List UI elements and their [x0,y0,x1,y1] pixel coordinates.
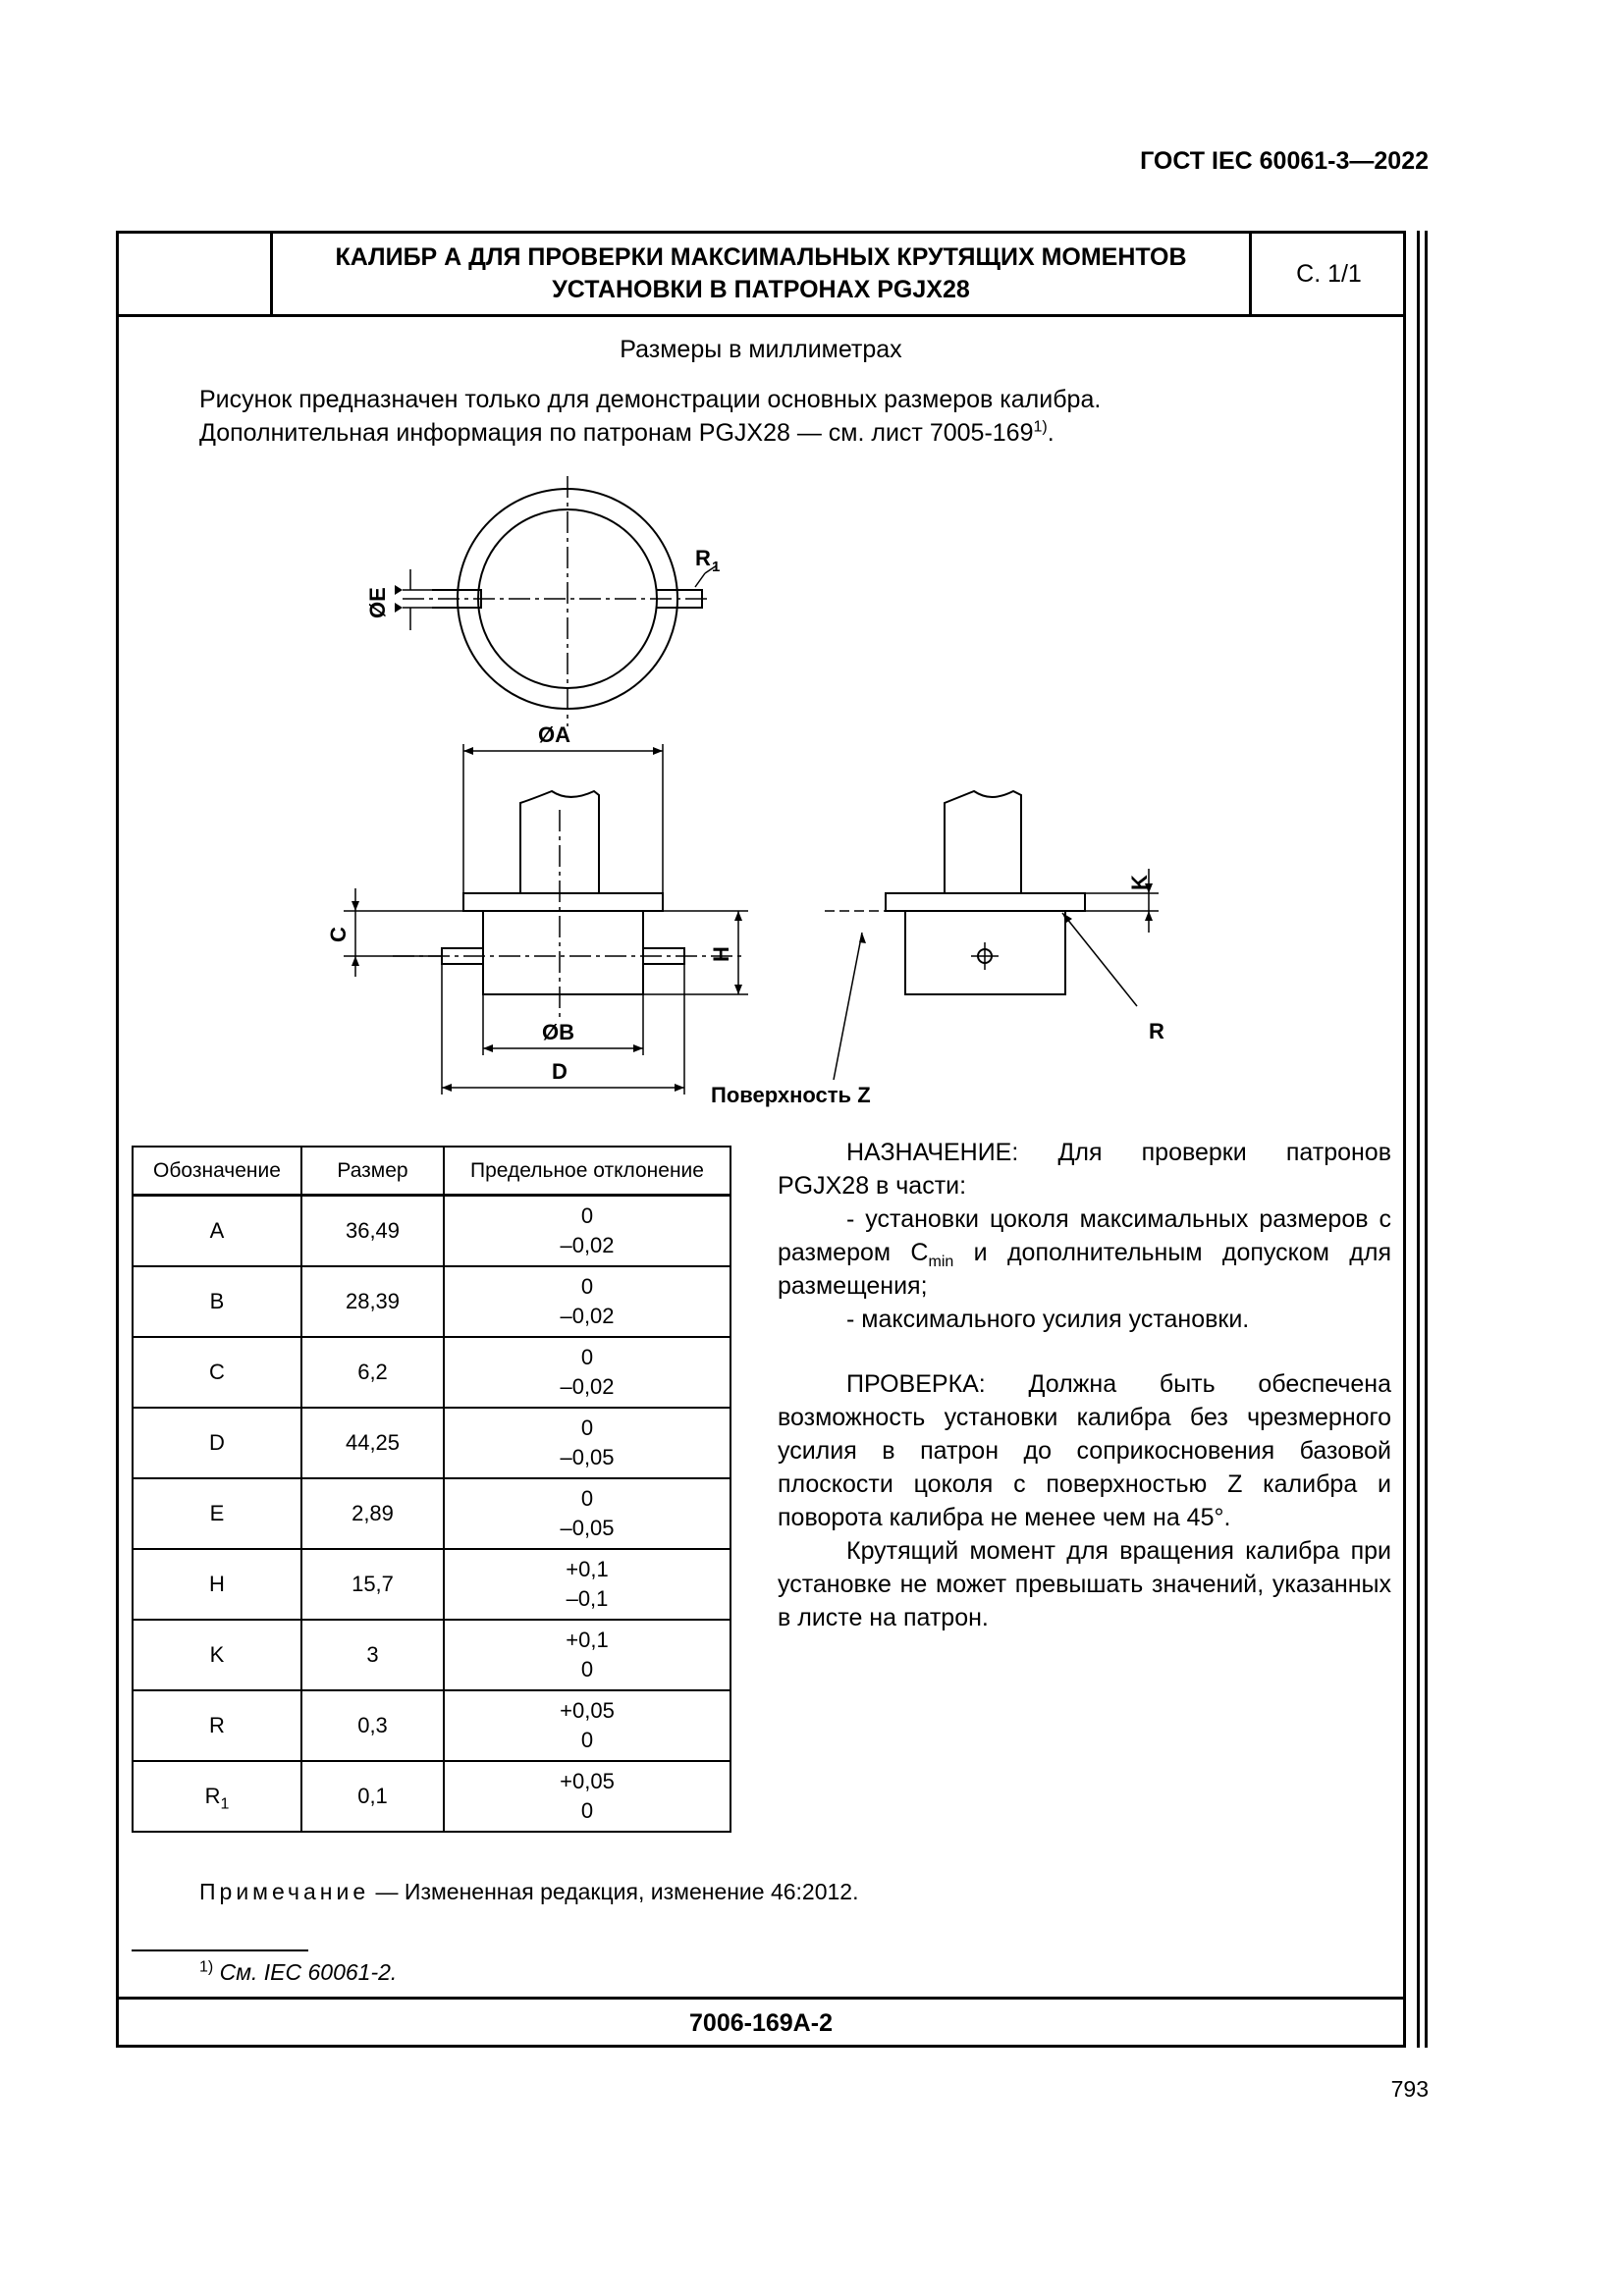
label-r1: R [695,546,711,570]
table-row [133,1196,730,1267]
table-body [133,1196,730,1833]
label-surface-z: Поверхность Z [711,1083,871,1107]
tolerance-upper: 0 [580,1203,594,1228]
cell-size: 28,39 [301,1266,444,1337]
frame-double-line [1417,231,1420,2048]
label-dia-e: ØE [365,587,390,618]
table-row [133,1337,730,1408]
header-symbol: Обозначение [133,1147,301,1196]
cell-size: 6,2 [301,1337,444,1408]
intro-text [199,383,1101,450]
cell-symbol [133,1196,301,1267]
header-tolerance: Предельное отклонение [444,1147,730,1196]
cell-tolerance [444,1549,730,1620]
table-row [133,1478,730,1549]
tolerance-lower: 0 [580,1657,594,1682]
cell-symbol [133,1266,301,1337]
tolerance-upper: 0 [580,1486,594,1511]
cell-tolerance [444,1196,730,1267]
tolerance-lower: –0,02 [560,1374,615,1399]
symbol-text: B [209,1289,225,1313]
tolerance-upper: +0,05 [560,1769,615,1793]
symbol-text: K [209,1642,225,1667]
label-c: C [326,927,351,942]
footnote [199,1959,397,1986]
front-view-shaft [520,791,599,893]
gauge-drawing [295,471,1198,1119]
footnote-mark: 1) [199,1958,214,1976]
side-view-flange [886,893,1085,911]
sheet-code: 7006-169A-2 [116,1997,1406,2048]
front-view-body [483,911,643,994]
check-paragraph: ПРОВЕРКА: Должна быть обеспечена возможность установки калибра без чрезмерного усилия в патрон до соприкосновения базовой плоскости цоколя с поверхностью Z калибра и поворота калибра не менее чем на 45°. [778,1370,1391,1531]
note-label: Примечание [199,1879,370,1904]
tolerance-upper: +0,1 [566,1628,609,1652]
standard-code: ГОСТ IEC 60061-3—2022 [1140,147,1429,175]
table-row [133,1761,730,1832]
note-text: — Измененная редакция, изменение 46:2012. [369,1879,859,1904]
label-dia-a: ØA [538,722,570,747]
symbol-text: E [209,1501,225,1525]
cell-symbol [133,1761,301,1832]
cell-symbol [133,1408,301,1478]
purpose-item-1 [778,1202,1391,1303]
label-h: H [709,946,733,962]
label-k: K [1127,875,1152,890]
tolerance-upper: +0,05 [560,1698,615,1723]
purpose-item-1-text: - установки цоколя максимальных размеров с размером C [778,1205,1391,1266]
cell-tolerance [444,1690,730,1761]
dimensions-note: Размеры в миллиметрах [620,336,902,363]
label-r: R [1149,1019,1164,1043]
tolerance-lower: –0,1 [566,1586,609,1611]
dimensions-table [132,1146,731,1833]
table-row [133,1266,730,1337]
purpose-item-1-sub: min [928,1254,954,1270]
cell-size: 15,7 [301,1549,444,1620]
cell-symbol [133,1337,301,1408]
page-number: 793 [1390,2076,1429,2102]
torque-paragraph: Крутящий момент для вращения калибра при установке не может превышать значений, указанных в листе на патрон. [778,1537,1391,1631]
symbol-text: R [204,1784,221,1808]
cell-tolerance [444,1761,730,1832]
sheet-number: С. 1/1 [1296,259,1362,288]
label-r1-sub: 1 [712,559,721,575]
tolerance-upper: +0,1 [566,1557,609,1581]
footnote-rule [132,1949,308,1951]
intro-footnote-mark: 1) [1033,418,1048,436]
table-row [133,1620,730,1690]
tolerance-upper: 0 [580,1415,594,1440]
purpose-section [778,1136,1391,1634]
cell-size: 2,89 [301,1478,444,1549]
cell-tolerance [444,1337,730,1408]
table-row [133,1690,730,1761]
symbol-text: H [209,1572,225,1596]
tolerance-lower: 0 [580,1798,594,1823]
symbol-text: R [209,1713,225,1737]
label-d: D [552,1059,568,1084]
frame-triple-line [1425,231,1428,2048]
cell-symbol [133,1690,301,1761]
intro-line-1: Рисунок предназначен только для демонстрации основных размеров калибра. [199,386,1102,413]
tolerance-lower: –0,05 [560,1516,615,1540]
tolerance-lower: –0,02 [560,1233,615,1257]
intro-line-2-text: Дополнительная информация по патронам PGJX28 — см. лист 7005-169 [199,419,1034,447]
table-row [133,1408,730,1478]
purpose-item-2: - максимального усилия установки. [846,1306,1250,1333]
cell-tolerance [444,1408,730,1478]
tolerance-lower: –0,05 [560,1445,615,1469]
symbol-subscript: 1 [220,1795,230,1813]
intro-line-2-end: . [1047,419,1055,447]
footnote-text: См. IEC 60061-2. [213,1959,398,1985]
header-size: Размер [301,1147,444,1196]
cell-size: 0,1 [301,1761,444,1832]
table-header-row [133,1147,730,1196]
side-view-shaft [945,791,1021,893]
note [199,1879,859,1905]
table-row [133,1549,730,1620]
tolerance-upper: 0 [580,1345,594,1369]
purpose-paragraph: НАЗНАЧЕНИЕ: Для проверки патронов PGJX28 в части: [778,1139,1391,1200]
front-view-flange [463,893,663,911]
cell-tolerance [444,1620,730,1690]
title-cell [270,231,1252,317]
symbol-text: D [209,1430,225,1455]
cell-size: 44,25 [301,1408,444,1478]
cell-symbol [133,1478,301,1549]
symbol-text: C [209,1360,225,1384]
symbol-text: A [209,1218,225,1243]
intro-line-2 [199,416,1101,450]
cell-symbol [133,1620,301,1690]
label-dia-b: ØB [542,1020,574,1044]
tolerance-lower: –0,02 [560,1304,615,1328]
purpose-item-1-end: и дополнительным допуском для размещения; [778,1239,1392,1300]
cell-size: 0,3 [301,1690,444,1761]
sheet-title: КАЛИБР А ДЛЯ ПРОВЕРКИ МАКСИМАЛЬНЫХ КРУТЯЩИХ МОМЕНТОВ УСТАНОВКИ В ПАТРОНАХ PGJX28 [335,243,1187,303]
cell-symbol [133,1549,301,1620]
cell-tolerance [444,1266,730,1337]
tolerance-lower: 0 [580,1728,594,1752]
tolerance-upper: 0 [580,1274,594,1299]
cell-tolerance [444,1478,730,1549]
cell-size: 3 [301,1620,444,1690]
cell-size: 36,49 [301,1196,444,1267]
